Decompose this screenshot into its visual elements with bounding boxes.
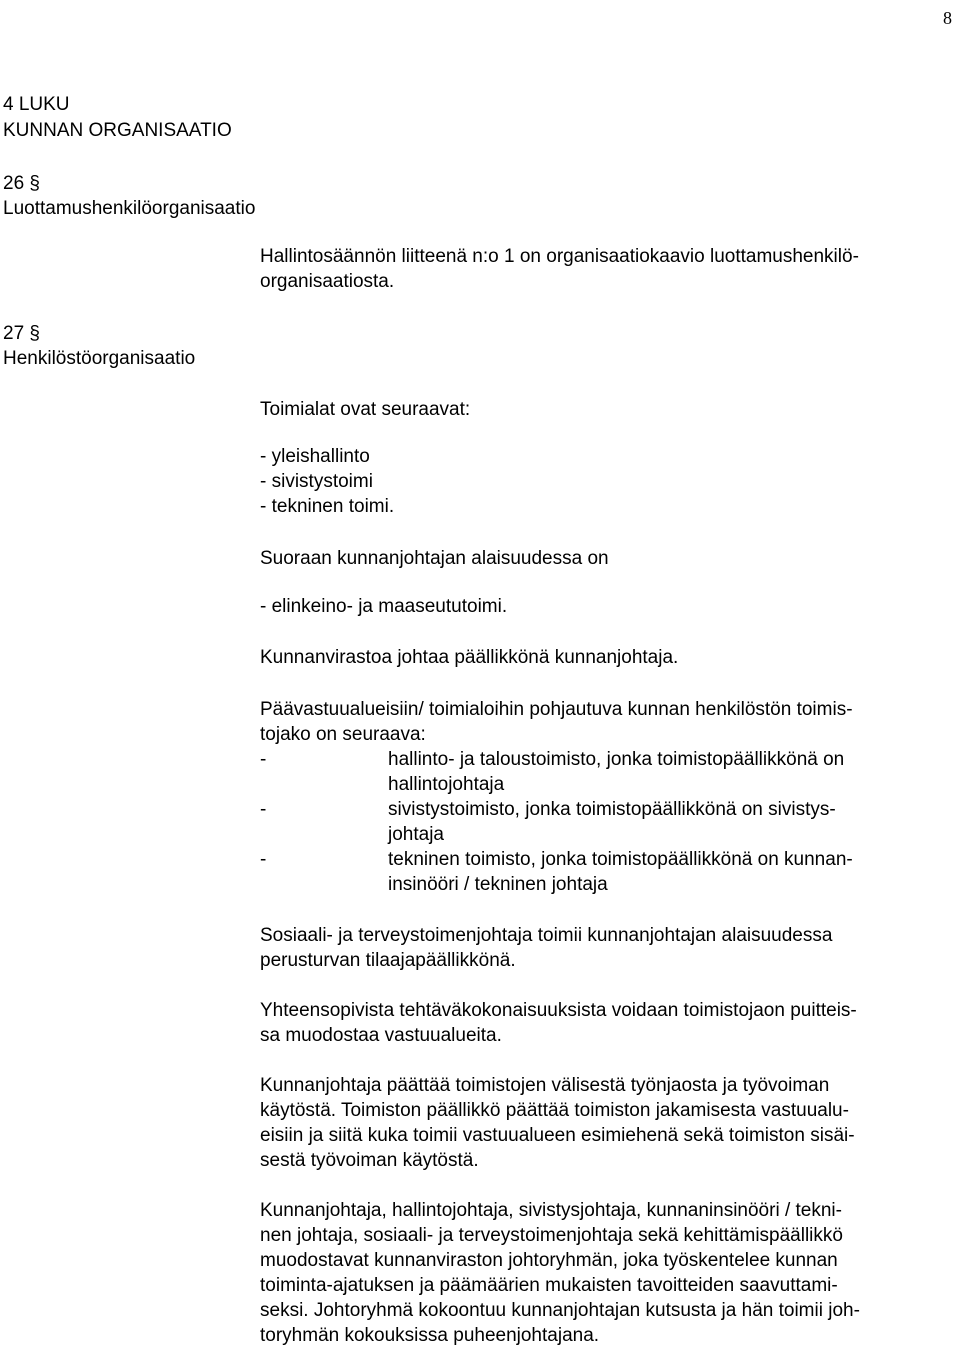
office-bullet: - xyxy=(260,799,267,820)
office-item-line: hallintojohtaja xyxy=(388,774,505,795)
paragraph-line: toryhmän kokouksissa puheenjohtajana. xyxy=(260,1325,600,1346)
section-26-body-line: Hallintosäännön liitteenä n:o 1 on organisaatiokaavio luottamushenkilö- xyxy=(260,246,859,267)
toimiala-item: - tekninen toimi. xyxy=(260,496,395,517)
section-26-title: Luottamushenkilöorganisaatio xyxy=(3,198,256,219)
leader-statement: Kunnanvirastoa johtaa päällikkönä kunnanjohtaja. xyxy=(260,647,679,668)
paragraph-line: perusturvan tilaajapäällikkönä. xyxy=(260,950,516,971)
office-item-line: tekninen toimisto, jonka toimistopäällikkönä on kunnan- xyxy=(388,849,853,870)
page-number: 8 xyxy=(943,8,952,28)
paragraph-line: Yhteensopivista tehtäväkokonaisuuksista voidaan toimistojaon puitteis- xyxy=(260,1000,857,1021)
paragraph-line: sa muodostaa vastuualueita. xyxy=(260,1025,502,1046)
toimiala-item: - sivistystoimi xyxy=(260,471,373,492)
office-bullet: - xyxy=(260,749,267,770)
office-intro-line: Päävastuualueisiin/ toimialoihin pohjautuva kunnan henkilöstön toimis- xyxy=(260,699,853,720)
section-26-body-line: organisaatiosta. xyxy=(260,271,395,292)
direct-subordination-item: - elinkeino- ja maaseututoimi. xyxy=(260,596,508,617)
toimiala-item: - yleishallinto xyxy=(260,446,370,467)
paragraph-line: toiminta-ajatuksen ja päämäärien mukaisten tavoitteiden saavuttami- xyxy=(260,1275,838,1296)
direct-subordination-heading: Suoraan kunnanjohtajan alaisuudessa on xyxy=(260,548,609,569)
section-27-number: 27 § xyxy=(3,323,40,344)
paragraph-line: eisiin ja siitä kuka toimii vastuualueen esimiehenä sekä toimiston sisäi- xyxy=(260,1125,855,1146)
paragraph-line: nen johtaja, sosiaali- ja terveystoimenjohtaja sekä kehittämispäällikkö xyxy=(260,1225,843,1246)
toimialat-intro: Toimialat ovat seuraavat: xyxy=(260,399,471,420)
office-item-line: sivistystoimisto, jonka toimistopäällikkönä on sivistys- xyxy=(388,799,836,820)
section-26-number: 26 § xyxy=(3,173,40,194)
paragraph-line: Kunnanjohtaja päättää toimistojen välisestä työnjaosta ja työvoiman xyxy=(260,1075,830,1096)
chapter-title: KUNNAN ORGANISAATIO xyxy=(3,120,232,141)
paragraph-line: käytöstä. Toimiston päällikkö päättää toimiston jakamisesta vastuualu- xyxy=(260,1100,849,1121)
paragraph-line: Kunnanjohtaja, hallintojohtaja, sivistysjohtaja, kunnaninsinööri / tekni- xyxy=(260,1200,842,1221)
office-intro-line: tojako on seuraava: xyxy=(260,724,426,745)
office-item-line: hallinto- ja taloustoimisto, jonka toimistopäällikkönä on xyxy=(388,749,845,770)
paragraph-line: sestä työvoiman käytöstä. xyxy=(260,1150,479,1171)
section-27-title: Henkilöstöorganisaatio xyxy=(3,348,196,369)
office-item-line: insinööri / tekninen johtaja xyxy=(388,874,608,895)
office-item-line: johtaja xyxy=(388,824,444,845)
chapter-number: 4 LUKU xyxy=(3,94,70,115)
office-bullet: - xyxy=(260,849,267,870)
paragraph-line: Sosiaali- ja terveystoimenjohtaja toimii kunnanjohtajan alaisuudessa xyxy=(260,925,833,946)
paragraph-line: seksi. Johtoryhmä kokoontuu kunnanjohtajan kutsusta ja hän toimii joh- xyxy=(260,1300,860,1321)
paragraph-line: muodostavat kunnanviraston johtoryhmän, joka työskentelee kunnan xyxy=(260,1250,838,1271)
